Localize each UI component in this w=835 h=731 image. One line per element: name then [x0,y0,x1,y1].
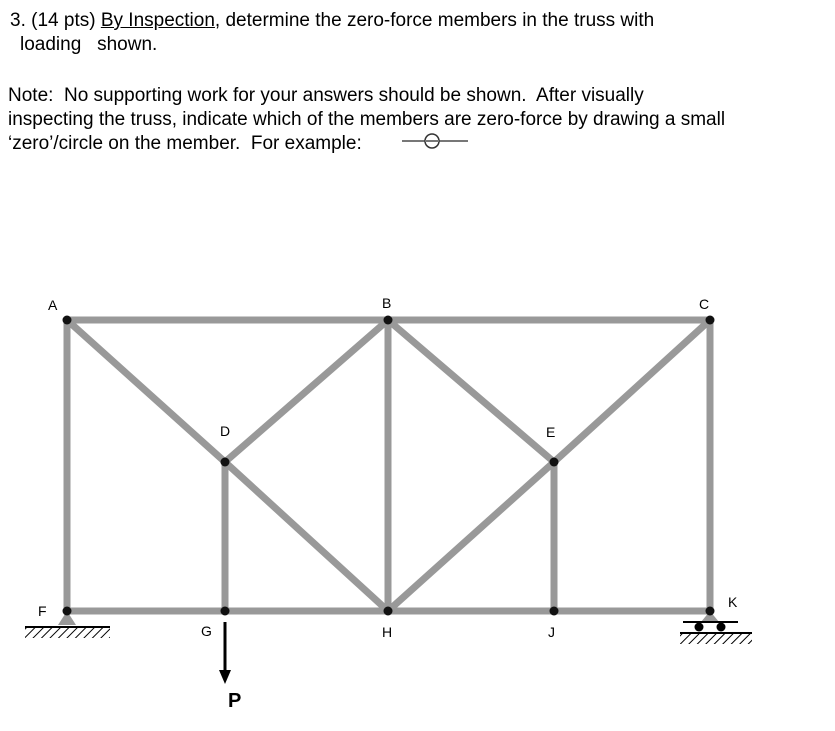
label-C: C [699,296,710,312]
joint-C [706,316,715,325]
joint-B [384,316,393,325]
label-H: H [382,624,393,640]
joint-J [550,607,559,616]
member-DH [225,462,388,611]
note-line-2: inspecting the truss, indicate which of the members are zero-force by drawing a small [8,109,726,130]
question-line-2: loading shown. [20,34,158,55]
joint-K [706,607,715,616]
label-K: K [728,594,738,610]
label-D: D [220,423,231,439]
member-AD [67,320,225,462]
member-EC [554,320,710,462]
joint-F [63,607,72,616]
question-body: , determine the zero-force members in the truss with [214,10,655,31]
label-F: F [38,603,47,619]
truss-members [67,320,710,611]
joint-G [221,607,230,616]
member-DB [225,320,388,462]
roller-support-K [680,611,752,644]
joint-E [550,458,559,467]
load-arrow-P [219,622,231,684]
note-line-1: Note: No supporting work for your answers should be shown. After visually [8,85,644,106]
label-A: A [48,297,58,313]
label-J: J [548,624,555,640]
load-label-P: P [228,690,242,712]
member-BE [388,320,554,462]
question-number: 3. [10,10,26,31]
joint-D [221,458,230,467]
joint-H [384,607,393,616]
by-inspection-emphasis: By Inspection [100,10,215,31]
member-HE [388,462,554,611]
label-B: B [382,295,392,311]
label-G: G [201,623,212,639]
question-points: (14 pts) [31,10,96,31]
label-E: E [546,424,556,440]
note-line-3-text: ‘zero’/circle on the member. For example: [8,133,362,155]
joint-A [63,316,72,325]
